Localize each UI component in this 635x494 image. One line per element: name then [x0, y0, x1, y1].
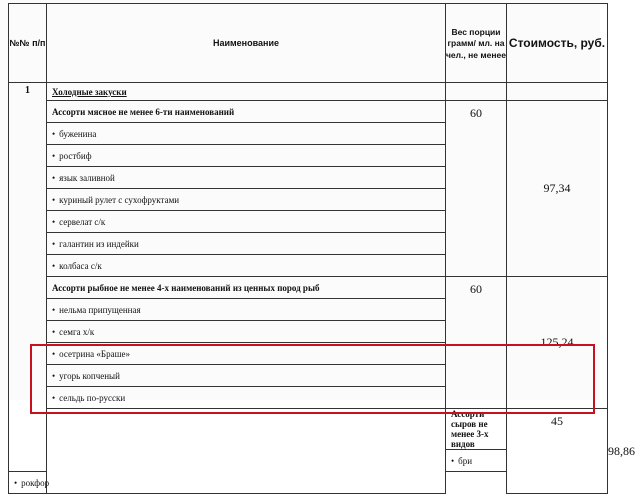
group-title: Ассорти мясное не менее 6-ти наименований	[47, 101, 446, 123]
group-weight: 60	[446, 101, 507, 277]
group-title: Ассорти сыров не менее 3-х видов	[446, 409, 507, 450]
list-item: • буженина	[9, 123, 608, 145]
group-cost: 97,34	[507, 101, 608, 277]
list-item: • галантин из индейки	[9, 233, 608, 255]
list-item: • рокфор	[9, 472, 608, 494]
group-title: Ассорти рыбное не менее 4-х наименований из ценных пород рыб	[47, 277, 446, 299]
highlight-box	[30, 344, 595, 414]
section-title: Холодные закуски	[47, 83, 446, 101]
list-item: • язык заливной	[9, 167, 608, 189]
header-cost: Стоимость, руб.	[507, 4, 608, 83]
header-num: №№ п/п	[9, 4, 47, 83]
menu-price-table	[8, 3, 635, 494]
list-item: • бри	[9, 450, 608, 472]
list-item: • осетрина «Браше»	[9, 343, 608, 365]
list-item: • угорь копченый	[9, 365, 608, 387]
list-item: • семга х/к	[9, 321, 608, 343]
group-weight: 45	[507, 409, 608, 494]
list-item: • колбаса с/к	[9, 255, 608, 277]
group-weight: 60	[446, 277, 507, 409]
section-row	[9, 83, 608, 101]
group-row-meat	[9, 101, 608, 123]
group-row-cheese: Ассорти сыров не менее 3-х видов 45 98,86	[9, 409, 608, 450]
list-item: • нельма припущенная	[9, 299, 608, 321]
table-header-row	[9, 4, 608, 83]
list-item: • ростбиф	[9, 145, 608, 167]
list-item: • куриный рулет с сухофруктами	[9, 189, 608, 211]
group-row-fish	[9, 277, 608, 299]
group-cost: 125,24	[507, 277, 608, 409]
list-item: • сельдь по-русски	[9, 387, 608, 409]
section-number: 1	[9, 83, 47, 472]
list-item: • сервелат с/к	[9, 211, 608, 233]
header-name: Наименование	[47, 4, 446, 83]
header-weight: Вес порции грамм/ мл. на чел., не менее	[446, 4, 507, 83]
